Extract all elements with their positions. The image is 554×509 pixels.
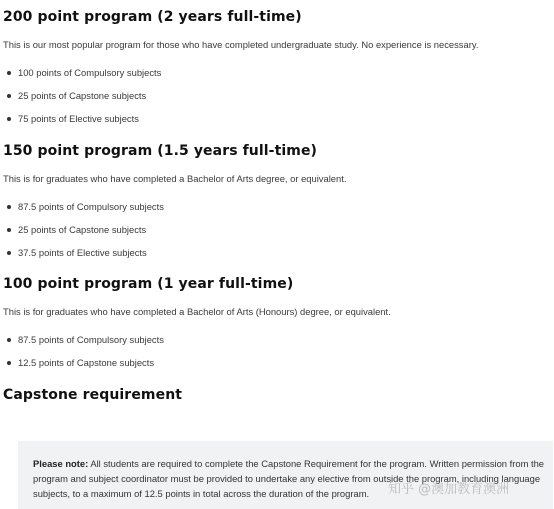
list-item: 100 points of Compulsory subjects xyxy=(7,66,554,89)
bullet-icon xyxy=(7,94,11,98)
program-200-list xyxy=(3,66,554,136)
watermark: 知乎 @澳加教育澳洲 xyxy=(388,482,510,497)
program-200-section xyxy=(3,0,554,136)
note-text: All students are required to complete the Capstone Requirement for the program. Written permission from the program and subject coordinator must be provided to undertake any elective from outside the program, including language subjects, to a maximum of 12.5 points in total across the duration of the program. xyxy=(33,458,545,499)
program-100-heading: 100 point program (1 year full-time) xyxy=(3,276,294,293)
program-150-heading: 150 point program (1.5 years full-time) xyxy=(3,142,318,159)
bullet-icon xyxy=(7,338,11,342)
program-200-heading: 200 point program (2 years full-time) xyxy=(3,9,302,25)
list-item: 12.5 points of Capstone subjects xyxy=(7,356,554,379)
list-item: 87.5 points of Compulsory subjects xyxy=(7,333,554,356)
list-item: 25 points of Capstone subjects xyxy=(7,223,554,246)
bullet-icon xyxy=(7,117,11,121)
program-150-section xyxy=(3,143,554,270)
capstone-heading: Capstone requirement xyxy=(3,386,183,403)
program-200-description: This is our most popular program for those who have completed undergraduate study. No experience is necessary. xyxy=(3,39,479,50)
list-item: 37.5 points of Elective subjects xyxy=(7,246,554,269)
list-item: 87.5 points of Compulsory subjects xyxy=(7,200,554,223)
program-100-list xyxy=(3,333,554,379)
capstone-note-box xyxy=(18,441,553,509)
list-item: 75 points of Elective subjects xyxy=(7,112,554,135)
bullet-icon xyxy=(7,251,11,255)
capstone-section xyxy=(3,387,554,403)
list-item: 25 points of Capstone subjects xyxy=(7,89,554,112)
program-150-description: This is for graduates who have completed a Bachelor of Arts degree, or equivalent. xyxy=(3,172,347,184)
program-100-section xyxy=(3,276,554,379)
bullet-icon xyxy=(7,228,11,232)
bullet-icon xyxy=(7,361,11,365)
bullet-icon xyxy=(7,71,11,75)
bullet-icon xyxy=(7,205,11,209)
note-label: Please note: xyxy=(33,458,89,469)
program-150-list xyxy=(3,200,554,270)
program-100-description: This is for graduates who have completed a Bachelor of Arts (Honours) degree, or equivalent. xyxy=(3,306,391,318)
